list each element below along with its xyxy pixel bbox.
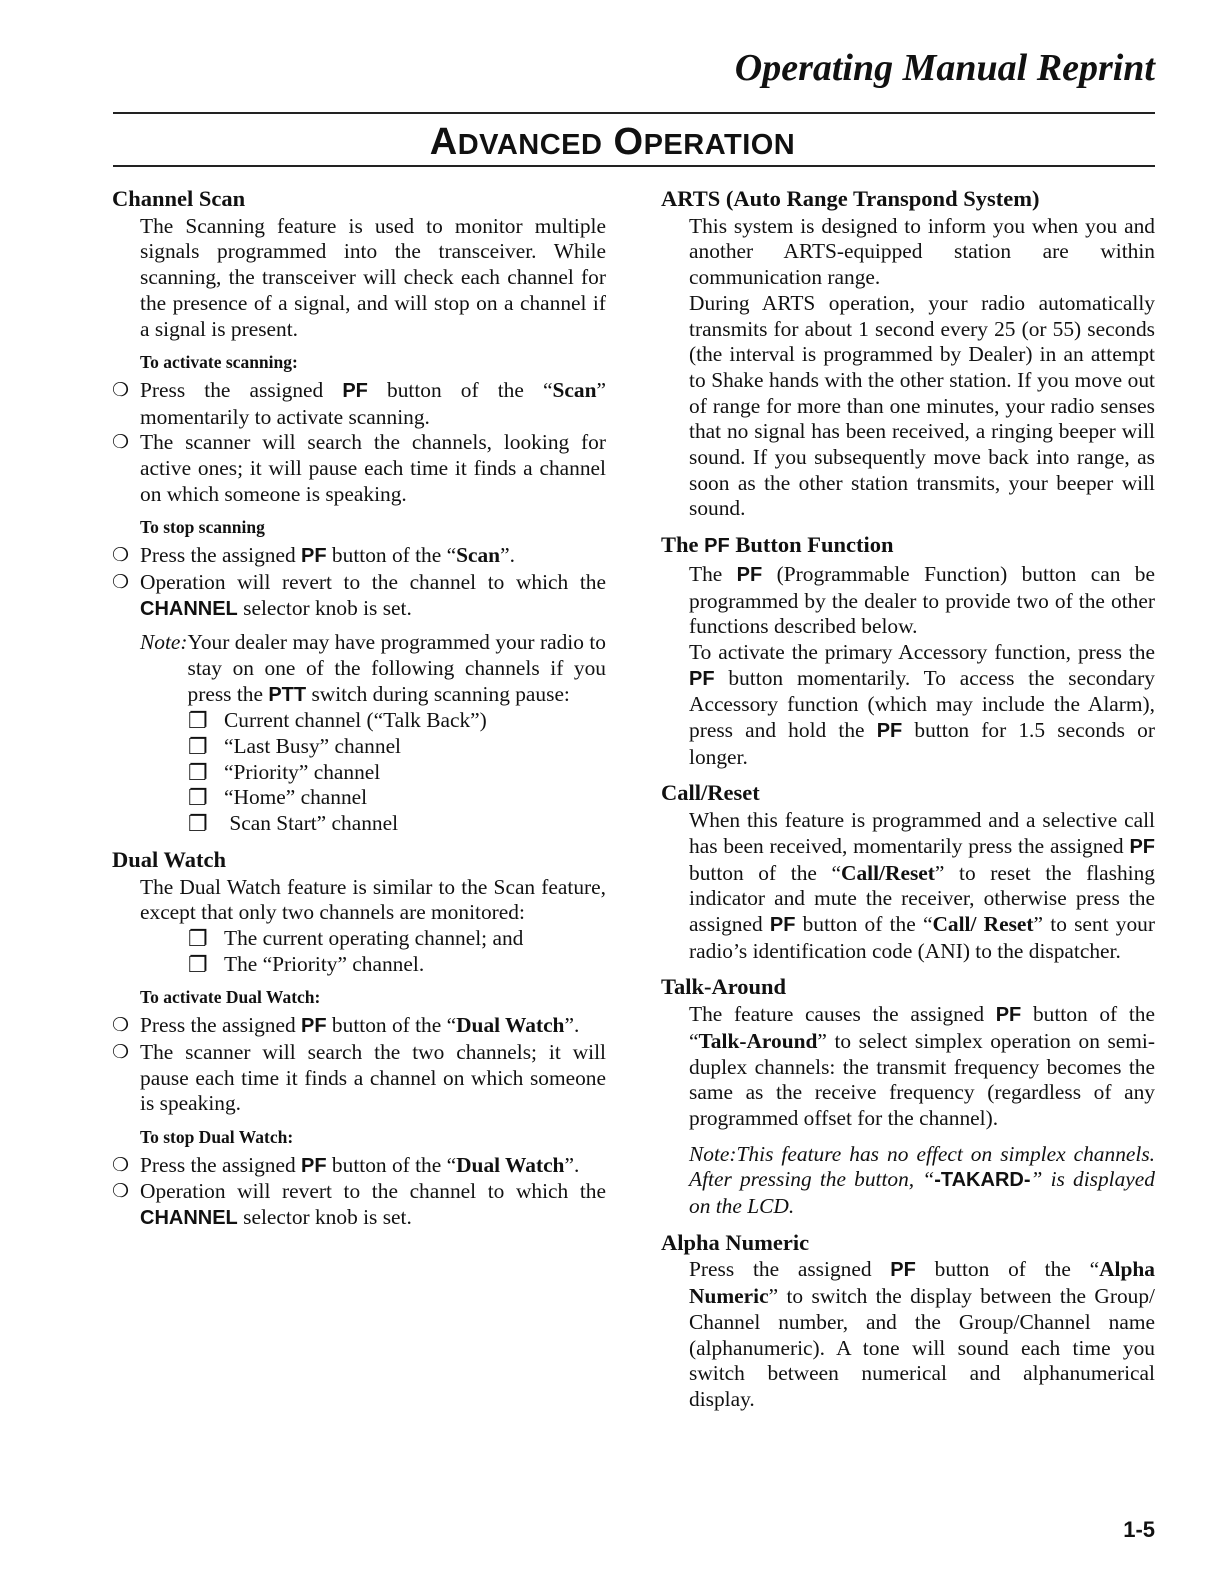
list-item: ❐ The current operating channel; and <box>188 925 524 951</box>
pf-function-paragraph-1: The PF (Programmable Function) button can be programmed by the dealer to provide two of the other functions described below. <box>689 561 1155 639</box>
talk-around-paragraph: The feature causes the assigned PF button of the “Talk-Around” to select simplex operation on semi-duplex channels: the transmit frequency becomes the same as the receive frequency (regardless of any programmed offset for the channel). <box>689 1002 1155 1130</box>
circle-bullet-icon: ❍ <box>112 1154 130 1176</box>
channel-scan-intro: The Scanning feature is used to monitor multiple signals programmed into the transceiver. While scanning, the transceiver will check each channel for the presence of a signal, and will stop on a channel if a signal is present. <box>140 213 606 341</box>
list-item: ❐ “Last Busy” channel <box>188 734 402 760</box>
arts-heading: ARTS (Auto Range Transpond System) <box>661 186 1040 211</box>
list-item: ❍ Operation will revert to the channel to which the CHANNEL selector knob is set. <box>112 570 606 622</box>
scan-note: Note: Your dealer may have programmed your radio to stay on one of the following channels if you press the PTT switch during scanning pause: <box>140 630 606 706</box>
dual-watch-heading: Dual Watch <box>112 846 226 872</box>
list-item: ❍ Press the assigned PF button of the “Dual Watch”. <box>112 1013 606 1040</box>
circle-bullet-icon: ❍ <box>112 1041 130 1063</box>
bottom-rule <box>113 165 1155 167</box>
header-title: Operating Manual Reprint <box>734 47 1155 89</box>
list-item: ❐ Current channel (“Talk Back”) <box>188 708 487 734</box>
checkbox-icon: ❐ <box>188 925 208 951</box>
arts-paragraph-1: This system is designed to inform you when you and another ARTS-equipped station are within communication range. <box>689 213 1155 290</box>
circle-bullet-icon: ❍ <box>112 432 130 454</box>
dual-watch-intro: The Dual Watch feature is similar to the Scan feature, except that only two channels are monitored: <box>140 874 606 925</box>
circle-bullet-icon: ❍ <box>112 1015 130 1037</box>
list-item: ❍ Press the assigned PF button of the “Scan” momentarily to activate scanning. <box>112 377 606 429</box>
page-number: 1-5 <box>1123 1517 1155 1542</box>
list-item: ❍ The scanner will search the channels, looking for active ones; it will pause each time it finds a channel on which someone is speaking. <box>112 430 606 506</box>
list-item: ❍ Press the assigned PF button of the “Scan”. <box>112 543 606 570</box>
list-item: ❐ “Home” channel <box>188 785 368 811</box>
circle-bullet-icon: ❍ <box>112 1181 130 1203</box>
checkbox-icon: ❐ <box>188 759 208 785</box>
circle-bullet-icon: ❍ <box>112 379 130 401</box>
list-item: ❐ The “Priority” channel. <box>188 951 425 977</box>
circle-bullet-icon: ❍ <box>112 545 130 567</box>
talk-around-heading: Talk-Around <box>661 974 787 1000</box>
checkbox-icon: ❐ <box>188 708 208 734</box>
activate-dual-watch-heading: To activate Dual Watch: <box>140 987 321 1008</box>
alpha-numeric-heading: Alpha Numeric <box>661 1229 810 1255</box>
checkbox-icon: ❐ <box>188 811 208 837</box>
checkbox-icon: ❐ <box>188 785 208 811</box>
list-item: ❍ Press the assigned PF button of the “Dual Watch”. <box>112 1153 606 1180</box>
list-item: ❐ Scan Start” channel <box>188 811 399 837</box>
channel-scan-heading: Channel Scan <box>112 186 246 211</box>
section-title: ADVANCED OPERATION <box>429 121 796 163</box>
list-item: ❍ Operation will revert to the channel to which the CHANNEL selector knob is set. <box>112 1179 606 1231</box>
list-item: ❐ “Priority” channel <box>188 759 381 785</box>
arts-paragraph-2: During ARTS operation, your radio automatically transmits for about 1 second every 25 (or 55) seconds (the interval is programmed by Dealer) in an attempt to Shake hands with the other station. If you move out of range for more than one minutes, your radio senses that no signal has been received, a ringing beeper will sound. If you subsequently move back into range, as soon as the other station transmits, your beeper will sound. <box>689 290 1155 521</box>
stop-scanning-heading: To stop scanning <box>140 517 265 538</box>
right-column <box>661 186 1155 1413</box>
stop-dual-watch-heading: To stop Dual Watch: <box>140 1126 294 1147</box>
top-rule <box>113 112 1155 114</box>
call-reset-heading: Call/Reset <box>661 780 760 806</box>
left-column <box>112 186 606 1232</box>
pf-function-paragraph-2: To activate the primary Accessory function, press the PF button momentarily. To access the secondary Accessory function (which may include the Alarm), press and hold the PF button for 1.5 seconds or longer. <box>689 639 1155 769</box>
talk-around-note: Note:This feature has no effect on simplex channels. After pressing the button, “-TAKARD-” is displayed on the LCD. <box>689 1141 1155 1219</box>
activate-scanning-heading: To activate scanning: <box>140 352 298 373</box>
checkbox-icon: ❐ <box>188 951 208 977</box>
pf-function-heading: The PF Button Function <box>661 532 894 558</box>
circle-bullet-icon: ❍ <box>112 571 130 593</box>
call-reset-paragraph: When this feature is programmed and a selective call has been received, momentarily press the assigned PF button of the “Call/Reset” to reset the flashing indicator and mute the receiver, otherwise press the assigned PF button of the “Call/ Reset” to sent your radio’s identification code (ANI) to the dispatcher. <box>689 808 1155 963</box>
alpha-numeric-paragraph: Press the assigned PF button of the “Alpha Numeric” to switch the display between the Group/ Channel number, and the Group/Channel name (alphanumeric). A tone will sound each time you switch between numerical and alphanumerical display. <box>689 1257 1155 1411</box>
checkbox-icon: ❐ <box>188 734 208 760</box>
list-item: ❍ The scanner will search the two channels; it will pause each time it finds a channel on which someone is speaking. <box>112 1039 606 1116</box>
